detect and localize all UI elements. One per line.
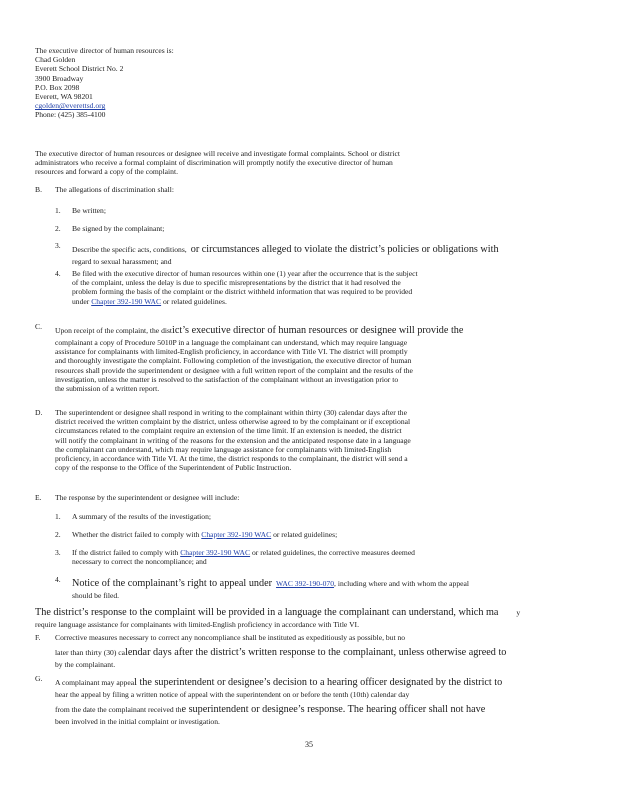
section-c-line: complainant a copy of Procedure 5010P in a language the complainant can understand, which may require language <box>55 338 408 347</box>
section-g-text: from the date the complainant received th <box>55 705 182 715</box>
section-e-marker: E. <box>35 493 42 502</box>
section-f-line: Corrective measures necessary to correct any noncompliance shall be instituted as expeditiously as possible, but no <box>55 633 406 642</box>
list-item <box>72 269 418 306</box>
intro-paragraph <box>35 149 400 177</box>
section-d-line: circumstances related to the complaint require an extension of the time limit. If an extension is needed, the district <box>55 426 402 436</box>
section-g-line: been involved in the initial complaint or investigation. <box>55 717 220 727</box>
contact-city: Everett, WA 98201 <box>35 92 93 102</box>
section-d-marker: D. <box>35 408 43 417</box>
list-item-text: regard to sexual harassment; and <box>72 257 172 266</box>
section-e-text: The response by the superintendent or designee will include: <box>55 493 240 502</box>
list-item-text: If the district failed to comply with <box>72 548 179 557</box>
list-item-text-large: or circumstances alleged to violate the district’s policies or obligations with <box>190 244 499 255</box>
list-item-text: necessary to correct the noncompliance; and <box>72 557 207 567</box>
contact-org: Everett School District No. 2 <box>35 64 124 74</box>
intro-line: resources and forward a copy of the complaint. <box>35 167 178 177</box>
list-item <box>72 530 337 539</box>
section-c-text: Upon receipt of the complaint, the dist <box>55 326 173 335</box>
section-g-paragraph <box>55 672 502 726</box>
list-item-text-large: Notice of the complainant’s right to appeal under <box>72 578 273 589</box>
list-item-text: under <box>72 296 90 306</box>
list-number: 2. <box>55 530 61 539</box>
wac-section-link[interactable]: WAC 392-190-070 <box>276 579 335 588</box>
list-item-text: of the complaint, unless the delay is due to specific misrepresentations by the district that it had resolved the <box>72 278 401 288</box>
list-item: Be written; <box>72 206 106 215</box>
section-c-text-large: ict’s executive director of human resources or designee will provide the <box>172 325 464 336</box>
page-number: 35 <box>305 740 313 749</box>
contact-pobox: P.O. Box 2098 <box>35 82 80 92</box>
list-number: 3. <box>55 241 61 250</box>
list-item-text: or related guidelines, the corrective measures deemed <box>252 548 415 557</box>
section-d-line: district received the written complaint by the district, unless otherwise agreed to by the complainant or if exceptional <box>55 417 411 427</box>
list-item <box>72 239 499 266</box>
section-d-line: will notify the complainant in writing of the reasons for the extension and the anticipated response date in a language <box>55 435 411 445</box>
list-item-text: problem forming the basis of the complaint or the district withheld information that was required to be provided <box>72 287 413 297</box>
section-g-text-large: l the superintendent or designee’s decision to a hearing officer designated by the district to <box>134 677 503 688</box>
section-g-marker: G. <box>35 674 43 683</box>
list-item-text: Describe the specific acts, conditions, <box>72 245 187 254</box>
section-d-line: The superintendent or designee shall respond in writing to the complainant within thirty (30) calendar days after the <box>55 408 407 417</box>
section-b-marker: B. <box>35 185 42 194</box>
section-g-text: A complainant may appea <box>55 678 135 687</box>
section-g-text-large: e superintendent or designee’s response. The hearing officer shall not have <box>181 704 486 716</box>
list-number: 1. <box>55 512 61 521</box>
list-item <box>72 573 469 600</box>
section-c-marker: C. <box>35 322 42 331</box>
section-c-line: and thoroughly investigate the complaint. Following completion of the investigation, the executive director of human <box>55 356 412 366</box>
list-item-text: or related guidelines. <box>163 296 227 306</box>
section-d-paragraph <box>55 408 411 472</box>
intro-line: The executive director of human resources or designee will receive and investigate formal complaints. School or district <box>35 149 401 158</box>
section-d-line: copy of the response to the Office of the Superintendent of Public Instruction. <box>55 463 292 473</box>
section-d-line: proficiency, in accordance with Title VI. At the time, the district responds to the complainant, the district will send a <box>55 454 408 464</box>
section-f-paragraph <box>55 633 506 669</box>
list-number: 2. <box>55 224 61 233</box>
contact-block <box>35 46 174 120</box>
section-b-text: The allegations of discrimination shall: <box>55 185 174 194</box>
language-text: y <box>516 608 521 617</box>
list-number: 1. <box>55 206 61 215</box>
list-number: 4. <box>55 575 61 584</box>
language-text: require language assistance for complainants with limited-English proficiency in accordance with Title VI. <box>35 620 359 629</box>
section-f-text: later than thirty (30) ca <box>55 648 126 658</box>
section-f-text-large: lendar days after the district’s written response to the complainant, unless otherwise agreed to <box>125 647 507 659</box>
list-item-text: Be filed with the executive director of human resources within one (1) year after the occurrence that is the subject <box>72 269 418 278</box>
section-c-paragraph <box>55 320 463 393</box>
contact-name: Chad Golden <box>35 55 76 65</box>
section-c-line: resources shall provide the superintendent or designee with a full written report of the complaint and the results of the <box>55 365 413 375</box>
list-item-text: should be filed. <box>72 591 120 600</box>
wac-chapter-link[interactable]: Chapter 392-190 WAC <box>201 530 272 539</box>
list-number: 3. <box>55 548 61 557</box>
wac-chapter-link[interactable]: Chapter 392-190 WAC <box>91 296 162 306</box>
section-f-line: by the complainant. <box>55 660 116 670</box>
list-item: Be signed by the complainant; <box>72 224 165 233</box>
wac-chapter-link[interactable]: Chapter 392-190 WAC <box>180 548 251 557</box>
list-item <box>72 548 415 566</box>
section-c-line: the submission of a written report. <box>55 384 160 394</box>
contact-phone: Phone: (425) 385-4100 <box>35 110 106 120</box>
section-g-line: hear the appeal by filing a written notice of appeal with the superintendent on or before the tenth (10th) calendar day <box>55 690 410 699</box>
section-c-line: assistance for complainants with limited-English proficiency, in accordance with Title VI. The district will promptly <box>55 347 408 357</box>
section-d-line: the complainant can understand, which may require language assistance for complainants with limited-English <box>55 444 392 454</box>
list-item: A summary of the results of the investigation; <box>72 512 211 521</box>
contact-intro: The executive director of human resources is: <box>35 46 174 55</box>
section-f-marker: F. <box>35 633 41 642</box>
list-item-text: , including where and with whom the appeal <box>334 579 469 588</box>
section-c-line: investigation, unless the matter is resolved to the satisfaction of the complainant without an investigation prior to <box>55 374 399 384</box>
contact-email-link[interactable]: cgolden@everettsd.org <box>35 101 106 111</box>
intro-line: administrators who receive a formal complaint of discrimination will promptly notify the executive director of human <box>35 158 393 168</box>
contact-street: 3900 Broadway <box>35 73 84 83</box>
list-number: 4. <box>55 269 61 278</box>
language-text-large: The district’s response to the complaint will be provided in a language the complainant can understand, which ma <box>35 607 499 618</box>
list-item-text: Whether the district failed to comply with <box>72 530 200 539</box>
list-item-text: or related guidelines; <box>273 530 338 539</box>
language-paragraph <box>35 602 520 629</box>
